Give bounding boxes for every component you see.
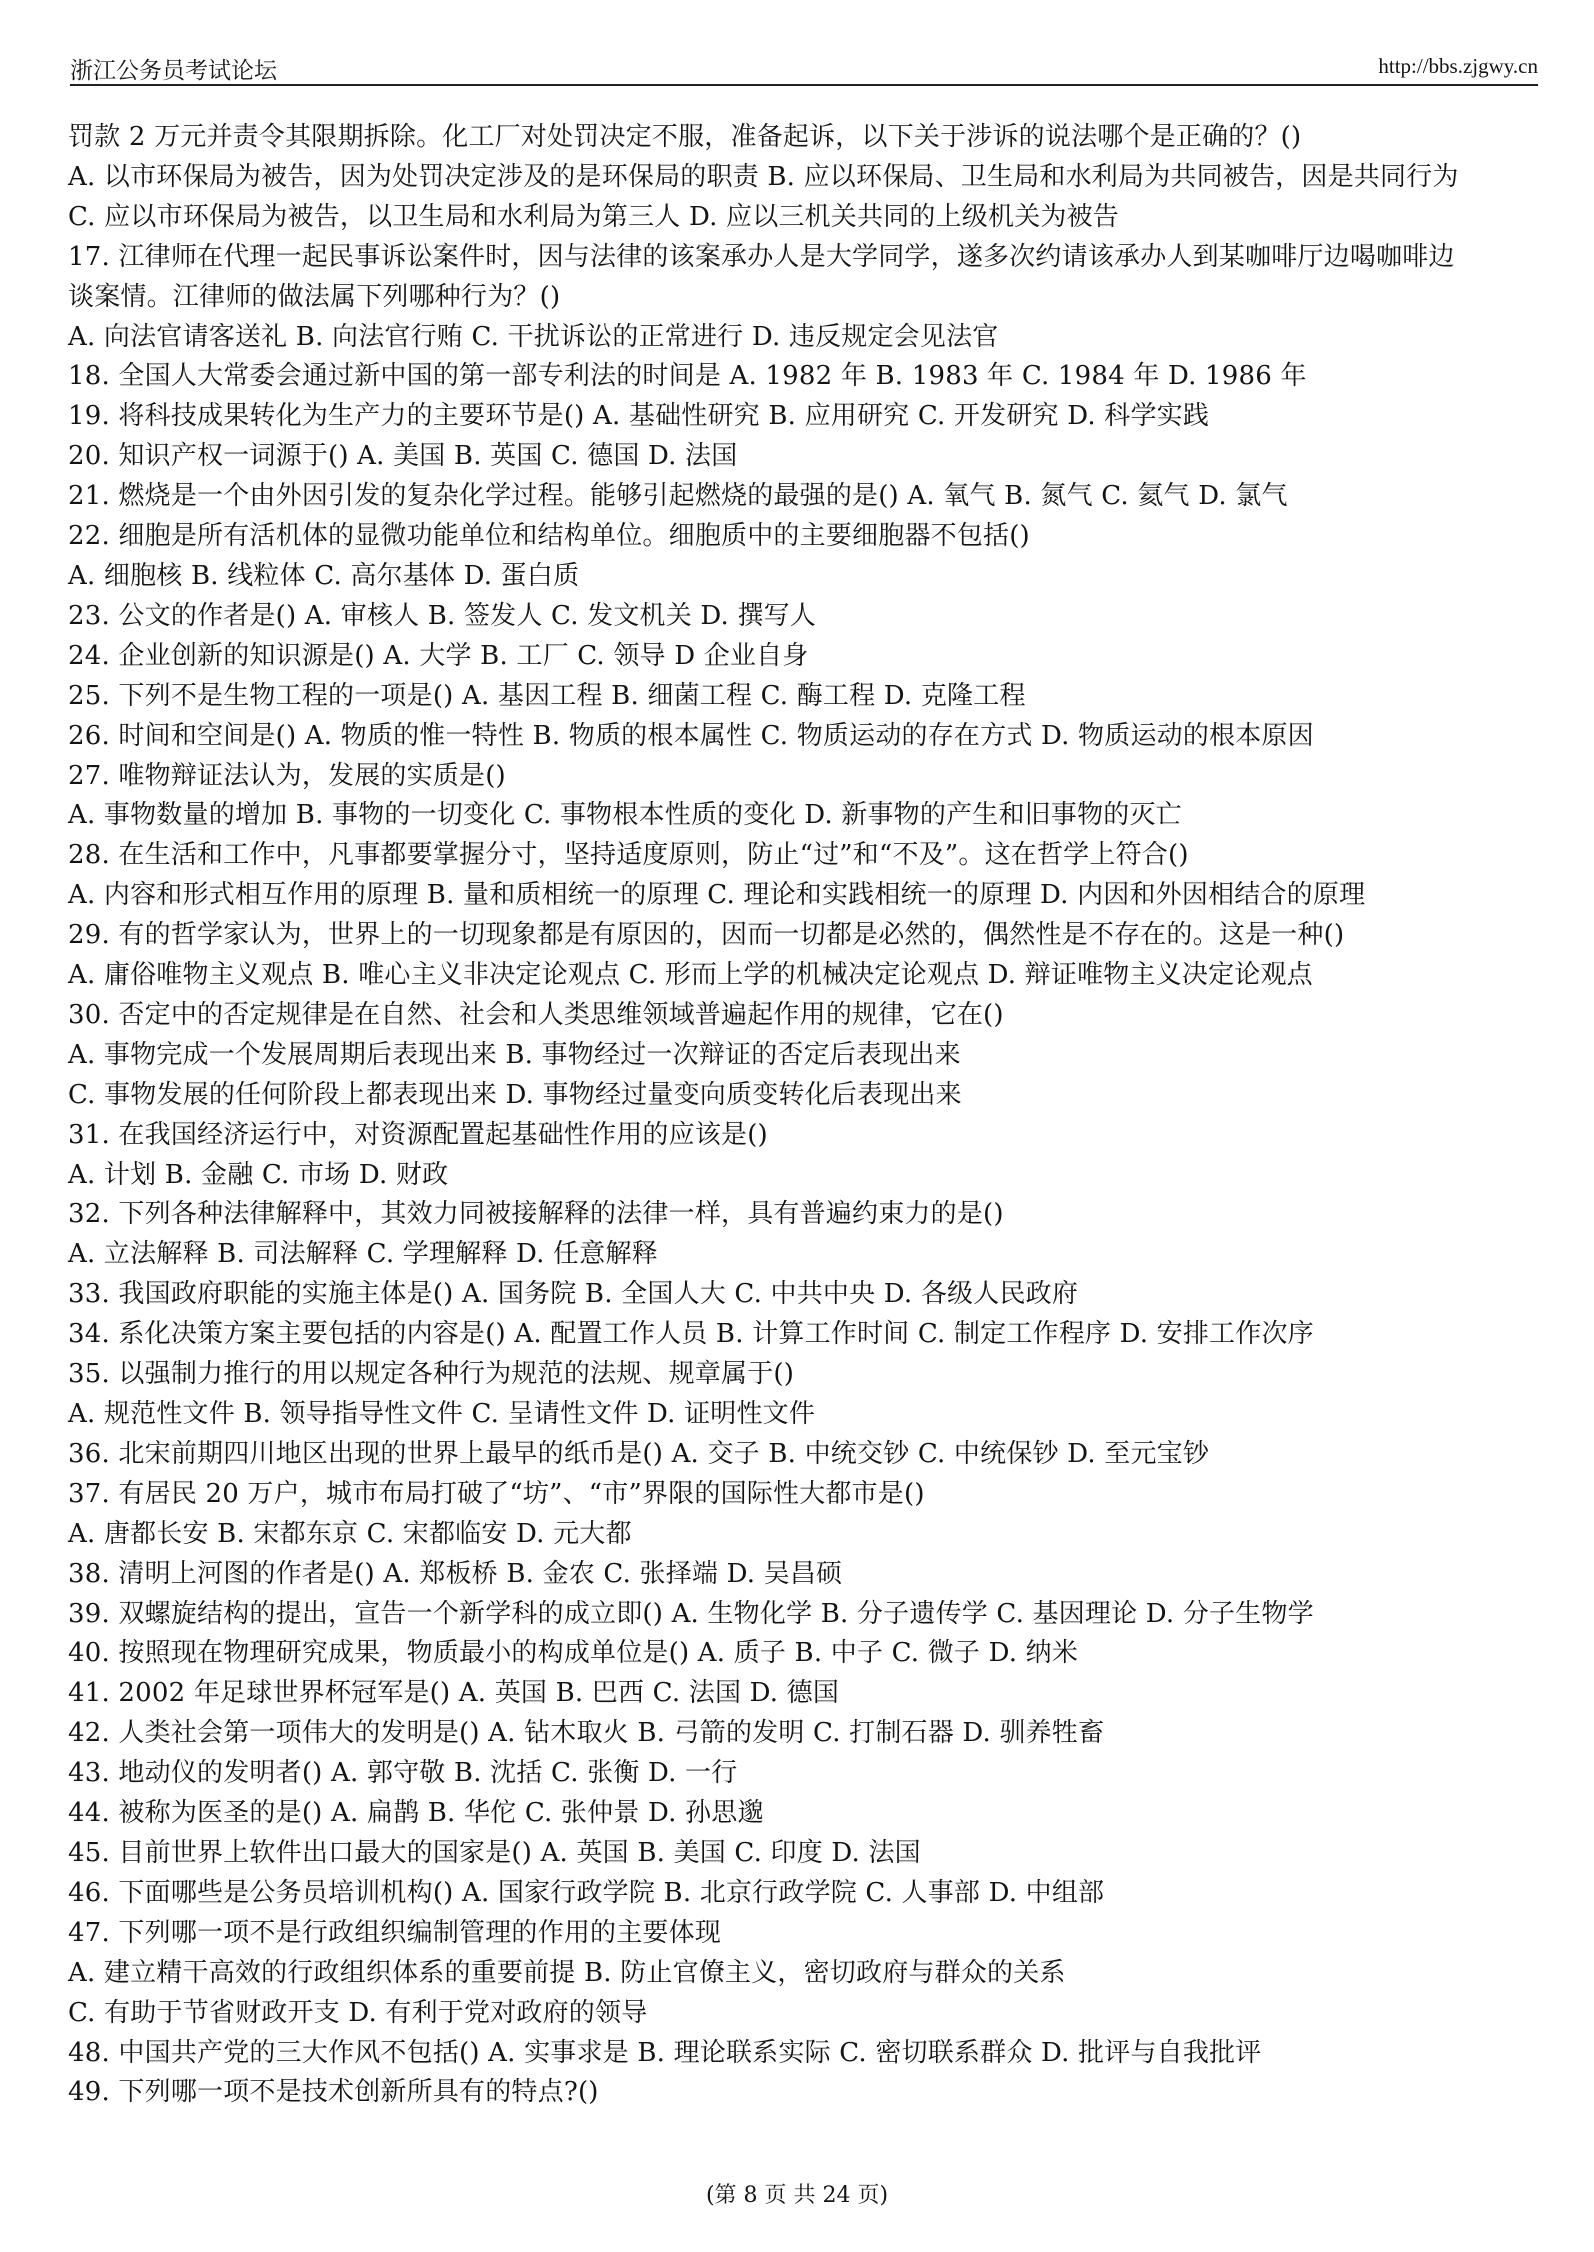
text-line: 44. 被称为医圣的是() A. 扁鹊 B. 华佗 C. 张仲景 D. 孙思邈 [68, 1798, 764, 1829]
text-line: 48. 中国共产党的三大作风不包括() A. 实事求是 B. 理论联系实际 C. 密切联系群众 D. 批评与自我批评 [68, 2037, 1262, 2068]
text-line: 19. 将科技成果转化为生产力的主要环节是() A. 基础性研究 B. 应用研究 C. 开发研究 D. 科学实践 [68, 401, 1210, 432]
text-line: 41. 2002 年足球世界杯冠军是() A. 英国 B. 巴西 C. 法国 D. 德国 [68, 1678, 840, 1709]
text-line: 32. 下列各种法律解释中，其效力同被接解释的法律一样，具有普遍约束力的是() [68, 1199, 1004, 1230]
text-line: A. 庸俗唯物主义观点 B. 唯心主义非决定论观点 C. 形而上学的机械决定论观点 D. 辩证唯物主义决定论观点 [68, 960, 1313, 991]
text-line: 29. 有的哲学家认为，世界上的一切现象都是有原因的，因而一切都是必然的，偶然性是不存在的。这是一种() [68, 920, 1345, 951]
page-number: (第 8 页 共 24 页) [705, 2183, 889, 2208]
text-line: A. 唐都长安 B. 宋都东京 C. 宋都临安 D. 元大都 [68, 1518, 632, 1549]
text-line: 40. 按照现在物理研究成果，物质最小的构成单位是() A. 质子 B. 中子 C. 微子 D. 纳米 [68, 1638, 1079, 1669]
text-line: 43. 地动仪的发明者() A. 郭守敬 B. 沈括 C. 张衡 D. 一行 [68, 1758, 738, 1789]
text-line: 33. 我国政府职能的实施主体是() A. 国务院 B. 全国人大 C. 中共中央 D. 各级人民政府 [68, 1279, 1079, 1310]
text-line: A. 事物数量的增加 B. 事物的一切变化 C. 事物根本性质的变化 D. 新事物的产生和旧事物的灭亡 [68, 800, 1182, 831]
text-line: 21. 燃烧是一个由外因引发的复杂化学过程。能够引起燃烧的最强的是() A. 氧气 B. 氮气 C. 氦气 D. 氯气 [68, 481, 1288, 512]
text-line: A. 内容和形式相互作用的原理 B. 量和质相统一的原理 C. 理论和实践相统一的原理 D. 内因和外因相结合的原理 [68, 880, 1366, 911]
text-line: 42. 人类社会第一项伟大的发明是() A. 钻木取火 B. 弓箭的发明 C. 打制石器 D. 驯养牲畜 [68, 1718, 1105, 1749]
text-line: A. 规范性文件 B. 领导指导性文件 C. 呈请性文件 D. 证明性文件 [68, 1399, 816, 1429]
text-line: 17. 江律师在代理一起民事诉讼案件时，因与法律的该案承办人是大学同学，遂多次约请该承办人到某咖啡厅边喝咖啡边 [68, 241, 1455, 272]
text-line: 罚款 2 万元并责令其限期拆除。化工厂对处罚决定不服，准备起诉，以下关于涉诉的说法哪个是正确的？() [68, 122, 1302, 152]
text-line: A. 细胞核 B. 线粒体 C. 高尔基体 D. 蛋白质 [68, 560, 580, 591]
text-line: 18. 全国人大常委会通过新中国的第一部专利法的时间是 A. 1982 年 B. 1983 年 C. 1984 年 D. 1986 年 [68, 361, 1307, 392]
text-line: 27. 唯物辩证法认为，发展的实质是() [68, 760, 506, 791]
text-line: C. 有助于节省财政开支 D. 有利于党对政府的领导 [68, 1997, 648, 2028]
text-line: 47. 下列哪一项不是行政组织编制管理的作用的主要体现 [68, 1917, 722, 1948]
document-body [68, 118, 1538, 2113]
page-header [70, 48, 1538, 86]
site-name: 浙江公务员考试论坛 [70, 58, 277, 84]
text-line: 谈案情。江律师的做法属下列哪种行为？() [68, 281, 561, 312]
text-line: 30. 否定中的否定规律是在自然、社会和人类思维领域普遍起作用的规律，它在() [68, 999, 1004, 1030]
text-line: A. 立法解释 B. 司法解释 C. 学理解释 D. 任意解释 [68, 1239, 658, 1270]
text-line: 39. 双螺旋结构的提出，宣告一个新学科的成立即() A. 生物化学 B. 分子遗传学 C. 基因理论 D. 分子生物学 [68, 1598, 1314, 1629]
text-line: 26. 时间和空间是() A. 物质的惟一特性 B. 物质的根本属性 C. 物质运动的存在方式 D. 物质运动的根本原因 [68, 720, 1314, 751]
text-line: C. 应以市环保局为被告，以卫生局和水利局为第三人 D. 应以三机关共同的上级机关为被告 [68, 201, 1120, 232]
text-line: 24. 企业创新的知识源是() A. 大学 B. 工厂 C. 领导 D 企业自身 [68, 640, 809, 671]
text-line: 34. 系化决策方案主要包括的内容是() A. 配置工作人员 B. 计算工作时间 C. 制定工作程序 D. 安排工作次序 [68, 1319, 1314, 1350]
text-line: C. 事物发展的任何阶段上都表现出来 D. 事物经过量变向质变转化后表现出来 [68, 1079, 962, 1110]
text-line: 37. 有居民 20 万户，城市布局打破了“坊”、“市”界限的国际性大都市是() [68, 1478, 925, 1509]
text-line: 20. 知识产权一词源于() A. 美国 B. 英国 C. 德国 D. 法国 [68, 441, 738, 472]
text-line: 49. 下列哪一项不是技术创新所具有的特点?() [68, 2077, 599, 2108]
text-line: 45. 目前世界上软件出口最大的国家是() A. 英国 B. 美国 C. 印度 D. 法国 [68, 1837, 921, 1868]
text-line: 25. 下列不是生物工程的一项是() A. 基因工程 B. 细菌工程 C. 酶工程 D. 克隆工程 [68, 680, 1026, 711]
text-line: A. 向法官请客送礼 B. 向法官行贿 C. 干扰诉讼的正常进行 D. 违反规定会见法官 [68, 321, 999, 352]
text-line: 35. 以强制力推行的用以规定各种行为规范的法规、规章属于() [68, 1359, 795, 1390]
text-line: 22. 细胞是所有活机体的显微功能单位和结构单位。细胞质中的主要细胞器不包括() [68, 521, 1030, 552]
site-url[interactable]: http://bbs.zjgwy.cn [1378, 54, 1538, 78]
text-line: A. 事物完成一个发展周期后表现出来 B. 事物经过一次辩证的否定后表现出来 [68, 1039, 961, 1070]
text-line: A. 以市环保局为被告，因为处罚决定涉及的是环保局的职责 B. 应以环保局、卫生局和水利局为共同被告，因是共同行为 [68, 161, 1459, 192]
text-line: 46. 下面哪些是公务员培训机构() A. 国家行政学院 B. 北京行政学院 C. 人事部 D. 中组部 [68, 1877, 1105, 1908]
text-line: 28. 在生活和工作中，凡事都要掌握分寸，坚持适度原则，防止“过”和“不及”。这在哲学上符合() [68, 840, 1189, 871]
text-line: 36. 北宋前期四川地区出现的世界上最早的纸币是() A. 交子 B. 中统交钞 C. 中统保钞 D. 至元宝钞 [68, 1438, 1210, 1469]
text-line: A. 计划 B. 金融 C. 市场 D. 财政 [68, 1159, 449, 1190]
text-line: 38. 清明上河图的作者是() A. 郑板桥 B. 金农 C. 张择端 D. 吴昌硕 [68, 1558, 843, 1589]
text-line: A. 建立精干高效的行政组织体系的重要前提 B. 防止官僚主义，密切政府与群众的关系 [68, 1957, 1066, 1988]
text-line: 31. 在我国经济运行中，对资源配置起基础性作用的应该是() [68, 1119, 768, 1150]
text-line: 23. 公文的作者是() A. 审核人 B. 签发人 C. 发文机关 D. 撰写人 [68, 600, 817, 631]
